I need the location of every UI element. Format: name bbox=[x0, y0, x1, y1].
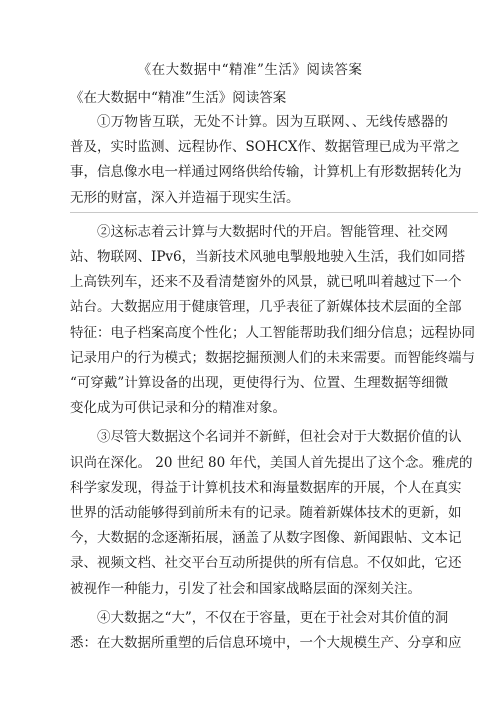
text-line: 站、物联网、IPv6，当新技术风驰电掣般地驶入生活，我们如同搭 bbox=[70, 249, 466, 266]
text-line: 记录用户的行为模式；数据挖掘预测人们的未来需要。而智能终端与 bbox=[70, 349, 475, 366]
text-line: 悉：在大数据所重塑的后信息环境中，一个大规模生产、分享和应 bbox=[70, 635, 462, 652]
text-line: 变化成为可供记录和分的精准对象。 bbox=[70, 400, 286, 417]
text-line: 录、视频文档、社交平台互动所提供的所有信息。不仅如此，它还 bbox=[70, 555, 462, 572]
text-line: 识尚在深化。 20 世纪 80 年代，美国人首先提出了这个念。雅虎的 bbox=[70, 454, 473, 471]
paragraph-1 bbox=[70, 110, 462, 211]
article-subtitle: 《在大数据中“精准”生活》阅读答案 bbox=[70, 90, 287, 106]
divider bbox=[70, 212, 478, 213]
text-line: ②这标志着云计算与大数据时代的开启。智能管理、社交网 bbox=[97, 223, 448, 240]
text-line: “可穿戴”计算设备的出现，更使得行为、位置、生理数据等细微 bbox=[70, 375, 449, 392]
paragraph-4 bbox=[70, 606, 462, 656]
text-line: ①万物皆互联，无处不计算。因为互联网、、无线传感器的 bbox=[97, 114, 448, 130]
text-line: 上高铁列车，还来不及看清楚窗外的风景，就已吼叫着越过下一个 bbox=[70, 274, 462, 291]
paragraph-2 bbox=[70, 220, 475, 422]
page-title: 《在大数据中“精准”生活》阅读答案 bbox=[137, 62, 363, 78]
text-line: ④大数据之“大”，不仅在于容量，更在于社会对其价值的洞 bbox=[97, 609, 449, 626]
paragraph-3 bbox=[70, 425, 473, 601]
text-line: 无形的财富，深入并造福于现实生活。 bbox=[70, 189, 300, 206]
text-line: 站台。大数据应用于健康管理，几乎表征了新媒体技术层面的全部 bbox=[70, 299, 462, 316]
text-line: 普及，实时监测、远程协作、SOHCX作、数据管理已成为平常之 bbox=[70, 139, 460, 156]
article-body bbox=[70, 86, 475, 656]
text-line: 被视作一种能力，引发了社会和国家战略层面的深刻关注。 bbox=[70, 580, 421, 597]
text-line: 特征：电子档案高度个性化；人工智能帮助我们细分信息；远程协同 bbox=[70, 324, 475, 341]
text-line: 事，信息像水电一样通过网络供给传输，计算机上有形数据转化为 bbox=[70, 164, 462, 181]
text-line: 世界的活动能够得到前所未有的记录。随着新媒体技术的更新，如 bbox=[70, 505, 462, 522]
text-line: 科学家发现，得益于计算机技术和海量数据库的开展，个人在真实 bbox=[70, 479, 462, 496]
text-line: 今，大数据的念逐渐拓展，涵盖了从数字图像、新闻跟帖、文本记 bbox=[70, 530, 462, 547]
text-line: ③尽管大数据这个名词并不新鲜，但社会对于大数据价值的认 bbox=[97, 429, 462, 446]
